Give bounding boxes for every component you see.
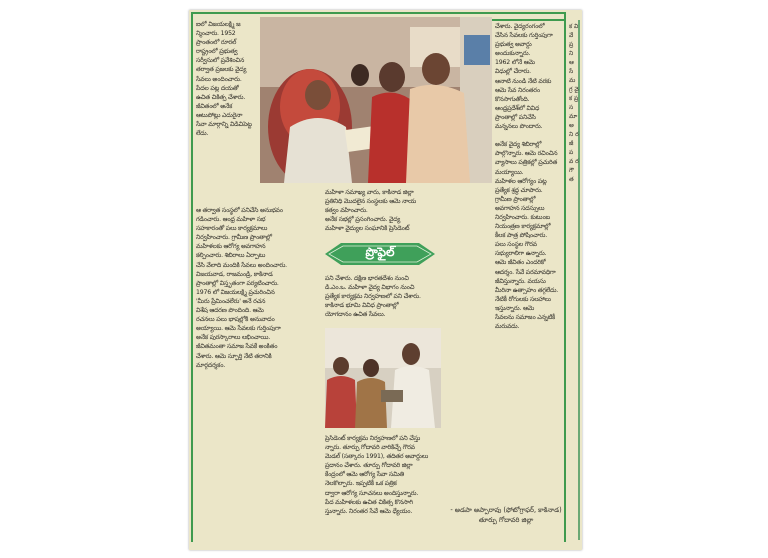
left-border-rule xyxy=(191,12,193,542)
byline: - అడపా అప్పారావు (ఫోటోగ్రాఫర్, కాకినాడ) తూర్పు గోదావరి జిల్లా xyxy=(450,506,562,524)
column-1-main-text: ఆ తర్వాత సంస్థలో పనిచేసి అనుభవం గడించారు. ఆంధ్ర మహిళా సభ సహకారంతో పలు కార్యక్రమాలు నిర్వహించారు. గ్రామీణ ప్రాంతాల్లో మహిళలకు ఆరోగ్య అవగాహన కల్పించారు. శిబిరాలు ఏర్పాటు చేసి వేలాది మందికి సేవలు అందించారు. విజయవాడ, రాజమండ్రి, కాకినాడ ప్రాంతాల్లో విస్తృతంగా పర్యటించారు. 1976 లో విజయలక్ష్మి ప్రచురించిన 'మీరు ప్రేమించలేరు' అనే రచన విశేష ఆదరణ పొందింది. ఆమె రచనలు పలు భాషల్లోకి అనువాదం అయ్యాయి. ఆమె సేవలకు గుర్తింపుగా అనేక పురస్కారాలు లభించాయి. జీవితమంతా సమాజ సేవకే అంకితం చేశారు. ఆమె స్ఫూర్తి నేటి తరానికి మార్గదర్శకం. xyxy=(196,207,287,369)
column-3-text: చేశారు. వైద్యరంగంలో చేసిన సేవలకు గుర్తింపుగా ప్రభుత్వ అవార్డు అందుకున్నారు. 1962 లోనే ఆమె విధుల్లో చేరారు. ఆనాటి నుండి నేటి వరకు ఆమె సేవ నిరంతరం కొనసాగుతోంది. ఆంధ్రప్రదేశ్‌లో వివిధ ప్రాంతాల్లో పనిచేసి మన్ననలు పొందారు. అనేక వైద్య శిబిరాల్లో పాల్గొన్నారు. ఆమె రచించిన వ్యాసాలు పత్రికల్లో ప్రచురితమయ్యాయి. మహిళల ఆరోగ్యం పట్ల ప్రత్యేక శ్రద్ధ చూపారు. గ్రామీణ ప్రాంతాల్లో అవగాహన సదస్సులు నిర్వహించారు. కుటుంబ నియంత్రణ కార్యక్రమాల్లో కీలక పాత్ర పోషించారు. పలు సంస్థల గౌరవ సభ్యురాలిగా ఉన్నారు. ఆమె జీవితం ఎందరికో ఆదర్శం. సేవే పరమావధిగా జీవిస్తున్నారు. వయసు మీరినా ఉత్సాహం తగ్గలేదు. నేటికీ రోగులకు సలహాలు ఇస్తున్నారు. ఆమె సేవలను సమాజం ఎన్నటికీ మరువదు. xyxy=(495,23,559,331)
profile-banner xyxy=(325,237,435,271)
award-ceremony-image xyxy=(260,17,492,183)
felicitation-image xyxy=(325,328,441,428)
award-ceremony-photo xyxy=(260,17,492,183)
right-border-rule xyxy=(564,12,566,542)
column-2-intro-text: మహిళా సమాఖ్య వారు, కాకినాడ జిల్లా ప్రతినిధి మొదలైన సంస్థలకు ఆమె నాయ కత్వం వహించారు. అనేక సభల్లో ప్రసంగించారు. వైద్య మహిళా వైద్యుల సంఘానికి ప్రెసిడెంట్ xyxy=(325,189,417,233)
col3-top-rule xyxy=(492,19,564,21)
banner-label: ప్రొఫైల్ xyxy=(365,245,395,259)
top-border-rule xyxy=(193,12,565,14)
adjacent-article-edge: క వి వే ప్ర ని ఆ సే మ గ్ర వై క ప్ర స మా అ ని ర జీ ప వ ర గౌ త xyxy=(569,23,579,183)
newspaper-clipping xyxy=(189,10,582,550)
felicitation-photo xyxy=(325,328,441,428)
column-2-middle-text: పని చేశారు. దక్షిణ భారతదేశం నుంచి డి.ఎం.ఒ. మహిళా వైద్య విభాగం నుంచి ప్రత్యేక కార్యక్రమ నిర్వహణలో పని చేశారు. కాకినాడ భూమి వివిధ ప్రాంతాల్లో యోగదానం ఉచిత సేవలు. xyxy=(325,275,421,319)
column-2-bottom-text: ప్రెసిడెంట్ కార్యక్రమ నిర్వహణలో పని చేస్తు న్నారు. తూర్పు గోదావరి వారికిచ్చే గౌరవ మెడల్ (సత్కారం 1991), తదితర అవార్డులు ప్రదానం చేశారు. తూర్పు గోదావరి జిల్లా కేంద్రంలో ఆమె ఆరోగ్య సేవా సమితి నెలకొల్పారు. ఇప్పటికీ ఒక పత్రిక ద్వారా ఆరోగ్య సూచనలు అందిస్తున్నారు. పేద మహిళలకు ఉచిత చికిత్స కొనసాగి స్తున్నారు. నిరంతర సేవే ఆమె ధ్యేయం. xyxy=(325,435,429,515)
column-1-top-text: ఐలో విజయలక్ష్మి జన్మించారు. 1952 ప్రాంతంలో రూరల్ రాష్ట్రంలో ప్రభుత్వ సర్వీసులో ప్రవేశించిన తర్వాత ప్రజలకు వైద్య సేవలు అందించారు. పేదల పట్ల దయతో ఉచిత చికిత్స చేశారు. జీవితంలో అనేక ఆటుపోట్లు ఎదురైనా సేవా మార్గాన్ని విడిచిపెట్టలేదు. xyxy=(196,21,252,138)
